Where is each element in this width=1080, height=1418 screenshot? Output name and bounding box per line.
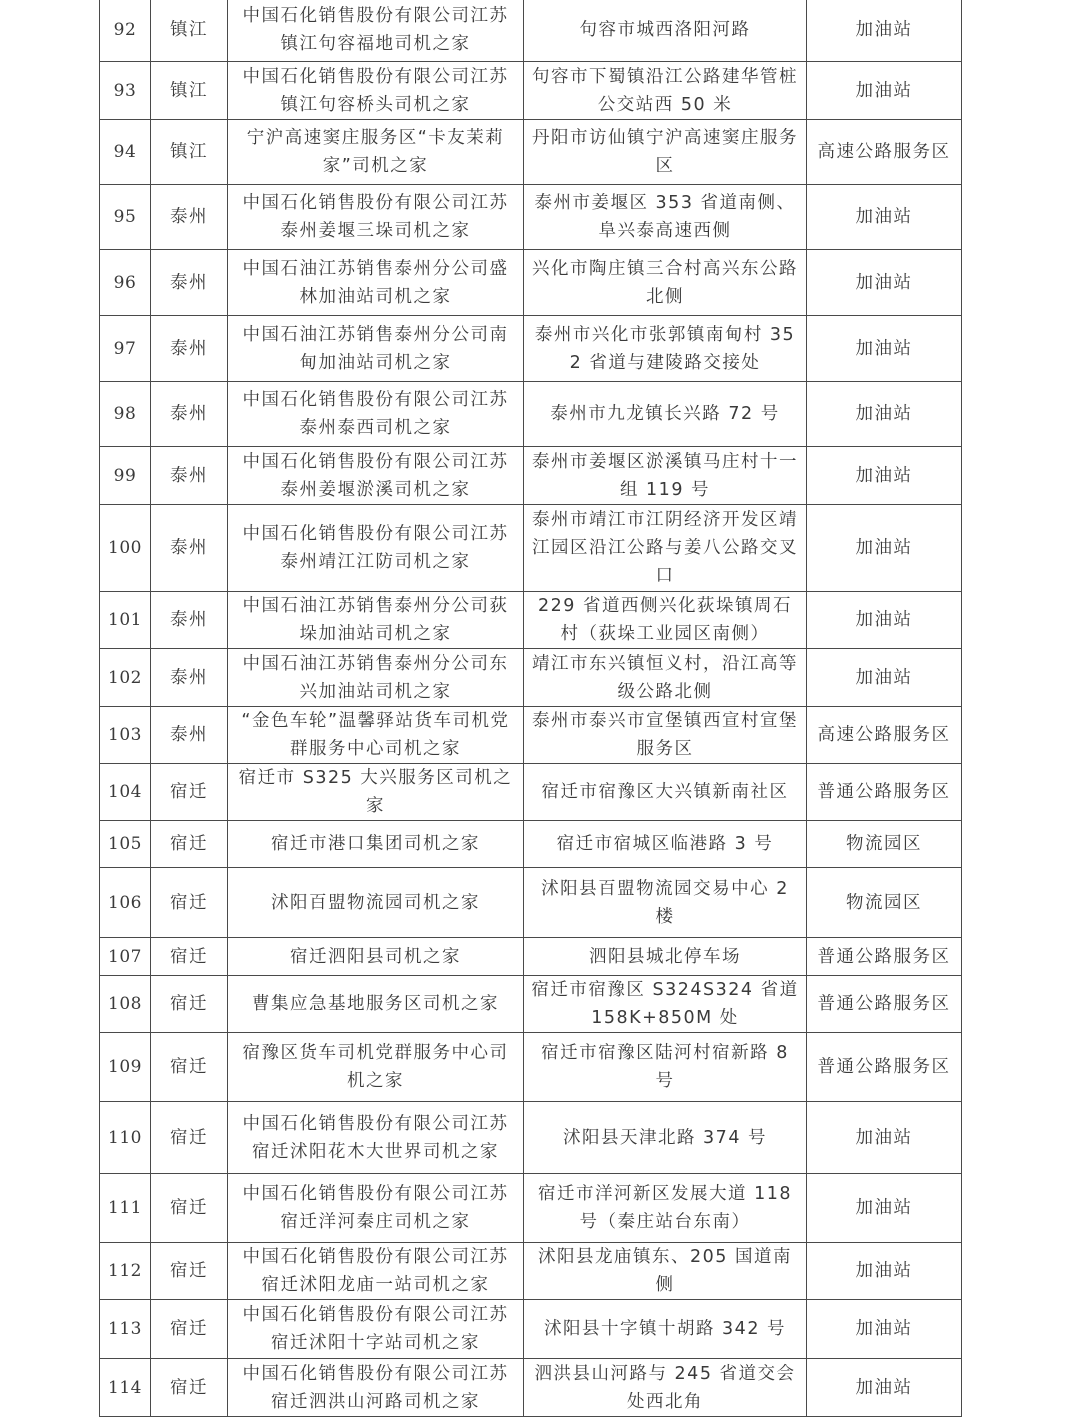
row-number: 93 — [100, 62, 151, 120]
row-number: 95 — [100, 185, 151, 250]
row-number: 100 — [100, 505, 151, 592]
name-cell: 中国石油江苏销售泰州分公司东兴加油站司机之家 — [228, 649, 524, 707]
table-row — [100, 316, 962, 382]
type-cell: 加油站 — [807, 649, 962, 707]
type-cell: 加油站 — [807, 1174, 962, 1243]
row-number: 109 — [100, 1033, 151, 1102]
type-cell: 加油站 — [807, 1102, 962, 1174]
row-number: 97 — [100, 316, 151, 382]
type-cell: 加油站 — [807, 0, 962, 62]
row-number: 105 — [100, 821, 151, 868]
name-cell: 中国石化销售股份有限公司江苏镇江句容桥头司机之家 — [228, 62, 524, 120]
row-number: 98 — [100, 382, 151, 447]
table-row — [100, 976, 962, 1033]
type-cell: 普通公路服务区 — [807, 976, 962, 1033]
address-cell: 宿迁市宿豫区大兴镇新南社区 — [524, 764, 807, 821]
table-row — [100, 382, 962, 447]
city-cell: 泰州 — [151, 707, 228, 764]
type-cell: 高速公路服务区 — [807, 120, 962, 185]
address-cell: 句容市下蜀镇沿江公路建华管桩公交站西 50 米 — [524, 62, 807, 120]
address-cell: 宿迁市宿豫区 S324S324 省道 158K+850M 处 — [524, 976, 807, 1033]
row-number: 108 — [100, 976, 151, 1033]
type-cell: 加油站 — [807, 1243, 962, 1300]
address-cell: 沭阳县十字镇十胡路 342 号 — [524, 1300, 807, 1359]
type-cell: 普通公路服务区 — [807, 1033, 962, 1102]
city-cell: 镇江 — [151, 120, 228, 185]
table-row — [100, 821, 962, 868]
name-cell: 中国石化销售股份有限公司江苏宿迁沭阳龙庙一站司机之家 — [228, 1243, 524, 1300]
type-cell: 加油站 — [807, 592, 962, 649]
row-number: 111 — [100, 1174, 151, 1243]
row-number: 92 — [100, 0, 151, 62]
name-cell: 中国石化销售股份有限公司江苏宿迁沭阳花木大世界司机之家 — [228, 1102, 524, 1174]
row-number: 113 — [100, 1300, 151, 1359]
table-row — [100, 1174, 962, 1243]
city-cell: 宿迁 — [151, 1033, 228, 1102]
address-cell: 沭阳县天津北路 374 号 — [524, 1102, 807, 1174]
address-cell: 句容市城西洛阳河路 — [524, 0, 807, 62]
table-body — [100, 0, 962, 1417]
address-cell: 泰州市泰兴市宣堡镇西宣村宣堡服务区 — [524, 707, 807, 764]
table-row — [100, 1243, 962, 1300]
city-cell: 泰州 — [151, 382, 228, 447]
city-cell: 泰州 — [151, 649, 228, 707]
row-number: 104 — [100, 764, 151, 821]
table-row — [100, 1102, 962, 1174]
row-number: 103 — [100, 707, 151, 764]
table-row — [100, 707, 962, 764]
city-cell: 宿迁 — [151, 821, 228, 868]
city-cell: 宿迁 — [151, 938, 228, 976]
name-cell: 宁沪高速窦庄服务区“卡友茉莉家”司机之家 — [228, 120, 524, 185]
row-number: 102 — [100, 649, 151, 707]
name-cell: 中国石油江苏销售泰州分公司南甸加油站司机之家 — [228, 316, 524, 382]
table-row — [100, 447, 962, 505]
city-cell: 泰州 — [151, 505, 228, 592]
address-cell: 兴化市陶庄镇三合村高兴东公路北侧 — [524, 250, 807, 316]
name-cell: “金色车轮”温馨驿站货车司机党群服务中心司机之家 — [228, 707, 524, 764]
name-cell: 中国石油江苏销售泰州分公司盛林加油站司机之家 — [228, 250, 524, 316]
type-cell: 加油站 — [807, 1359, 962, 1417]
name-cell: 沭阳百盟物流园司机之家 — [228, 868, 524, 938]
name-cell: 中国石化销售股份有限公司江苏宿迁沭阳十字站司机之家 — [228, 1300, 524, 1359]
type-cell: 物流园区 — [807, 868, 962, 938]
city-cell: 泰州 — [151, 185, 228, 250]
table-row — [100, 185, 962, 250]
table-row — [100, 649, 962, 707]
type-cell: 普通公路服务区 — [807, 938, 962, 976]
type-cell: 加油站 — [807, 316, 962, 382]
table-row — [100, 505, 962, 592]
city-cell: 宿迁 — [151, 1102, 228, 1174]
row-number: 114 — [100, 1359, 151, 1417]
address-cell: 宿迁市宿豫区陆河村宿新路 8 号 — [524, 1033, 807, 1102]
table-row — [100, 62, 962, 120]
table-row — [100, 0, 962, 62]
address-cell: 宿迁市宿城区临港路 3 号 — [524, 821, 807, 868]
address-cell: 沭阳县龙庙镇东、205 国道南侧 — [524, 1243, 807, 1300]
city-cell: 泰州 — [151, 592, 228, 649]
address-cell: 丹阳市访仙镇宁沪高速窦庄服务区 — [524, 120, 807, 185]
type-cell: 加油站 — [807, 505, 962, 592]
address-cell: 泰州市靖江市江阴经济开发区靖江园区沿江公路与姜八公路交叉口 — [524, 505, 807, 592]
row-number: 96 — [100, 250, 151, 316]
driver-home-table — [99, 0, 962, 1417]
city-cell: 宿迁 — [151, 764, 228, 821]
table-row — [100, 938, 962, 976]
address-cell: 229 省道西侧兴化荻垛镇周石村（荻垛工业园区南侧） — [524, 592, 807, 649]
table-row — [100, 250, 962, 316]
table-row — [100, 592, 962, 649]
name-cell: 中国石化销售股份有限公司江苏泰州靖江江防司机之家 — [228, 505, 524, 592]
name-cell: 中国石化销售股份有限公司江苏泰州姜堰淤溪司机之家 — [228, 447, 524, 505]
name-cell: 中国石化销售股份有限公司江苏泰州泰西司机之家 — [228, 382, 524, 447]
type-cell: 物流园区 — [807, 821, 962, 868]
city-cell: 宿迁 — [151, 1300, 228, 1359]
city-cell: 宿迁 — [151, 976, 228, 1033]
row-number: 107 — [100, 938, 151, 976]
city-cell: 泰州 — [151, 316, 228, 382]
table-row — [100, 120, 962, 185]
row-number: 110 — [100, 1102, 151, 1174]
address-cell: 宿迁市洋河新区发展大道 118 号（秦庄站台东南） — [524, 1174, 807, 1243]
name-cell: 中国石化销售股份有限公司江苏宿迁泗洪山河路司机之家 — [228, 1359, 524, 1417]
name-cell: 中国石化销售股份有限公司江苏宿迁洋河秦庄司机之家 — [228, 1174, 524, 1243]
city-cell: 镇江 — [151, 62, 228, 120]
address-cell: 泰州市兴化市张郭镇南甸村 352 省道与建陵路交接处 — [524, 316, 807, 382]
row-number: 101 — [100, 592, 151, 649]
name-cell: 中国石化销售股份有限公司江苏泰州姜堰三垛司机之家 — [228, 185, 524, 250]
address-cell: 沭阳县百盟物流园交易中心 2 楼 — [524, 868, 807, 938]
city-cell: 宿迁 — [151, 1174, 228, 1243]
table-row — [100, 1300, 962, 1359]
table-row — [100, 764, 962, 821]
address-cell: 泰州市九龙镇长兴路 72 号 — [524, 382, 807, 447]
city-cell: 宿迁 — [151, 1359, 228, 1417]
type-cell: 普通公路服务区 — [807, 764, 962, 821]
name-cell: 中国石化销售股份有限公司江苏镇江句容福地司机之家 — [228, 0, 524, 62]
table-row — [100, 1033, 962, 1102]
address-cell: 泰州市姜堰区淤溪镇马庄村十一组 119 号 — [524, 447, 807, 505]
city-cell: 宿迁 — [151, 1243, 228, 1300]
name-cell: 宿迁泗阳县司机之家 — [228, 938, 524, 976]
row-number: 94 — [100, 120, 151, 185]
type-cell: 加油站 — [807, 250, 962, 316]
type-cell: 高速公路服务区 — [807, 707, 962, 764]
row-number: 106 — [100, 868, 151, 938]
name-cell: 中国石油江苏销售泰州分公司荻垛加油站司机之家 — [228, 592, 524, 649]
type-cell: 加油站 — [807, 447, 962, 505]
name-cell: 宿迁市 S325 大兴服务区司机之家 — [228, 764, 524, 821]
type-cell: 加油站 — [807, 382, 962, 447]
type-cell: 加油站 — [807, 185, 962, 250]
city-cell: 泰州 — [151, 447, 228, 505]
name-cell: 宿迁市港口集团司机之家 — [228, 821, 524, 868]
address-cell: 泰州市姜堰区 353 省道南侧、阜兴泰高速西侧 — [524, 185, 807, 250]
table-row — [100, 1359, 962, 1417]
address-cell: 靖江市东兴镇恒义村，沿江高等级公路北侧 — [524, 649, 807, 707]
row-number: 112 — [100, 1243, 151, 1300]
row-number: 99 — [100, 447, 151, 505]
city-cell: 宿迁 — [151, 868, 228, 938]
city-cell: 镇江 — [151, 0, 228, 62]
address-cell: 泗洪县山河路与 245 省道交会处西北角 — [524, 1359, 807, 1417]
name-cell: 曹集应急基地服务区司机之家 — [228, 976, 524, 1033]
address-cell: 泗阳县城北停车场 — [524, 938, 807, 976]
type-cell: 加油站 — [807, 62, 962, 120]
name-cell: 宿豫区货车司机党群服务中心司机之家 — [228, 1033, 524, 1102]
table-row — [100, 868, 962, 938]
city-cell: 泰州 — [151, 250, 228, 316]
type-cell: 加油站 — [807, 1300, 962, 1359]
